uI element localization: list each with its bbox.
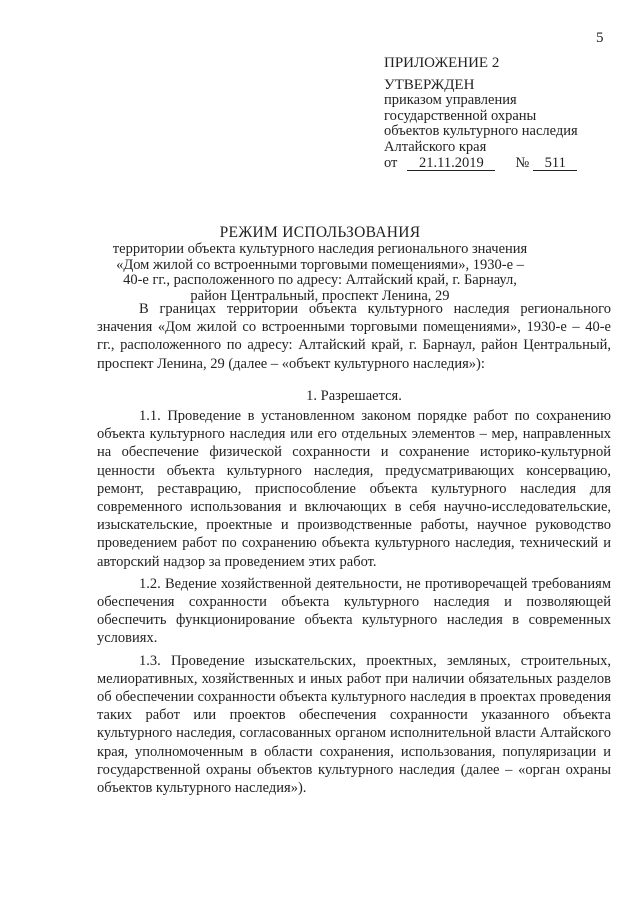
approval-line-1: приказом управления — [384, 92, 517, 108]
approval-block — [384, 56, 624, 172]
heading-line-2: «Дом жилой со встроенными торговыми помещениями», 1930-е – — [116, 256, 524, 273]
item-1-2: 1.2. Ведение хозяйственной деятельности, не противоречащей требованиям обеспечения сохранности объекта культурного наследия и позволяющей обеспечить функционирование объекта культурного наследия в современных условиях. — [97, 575, 611, 647]
appendix-title: ПРИЛОЖЕНИЕ 2 — [384, 55, 500, 71]
item-1-1: 1.1. Проведение в установленном законом порядке работ по сохранению объекта культурного наследия или его отдельных элементов – мер, направленных на обеспечение физической сохранности и сохранение историко-культурной ценности объекта культурного наследия, предусматривающих консервацию, ремонт, реставрацию, приспособление объекта культурного наследия для современного использования и включающих в себя научно-исследовательские, изыскательские, проектные и производственные работы, научное руководство проведением работ по сохранению объекта культурного наследия, технический и авторский надзор за проведением этих работ. — [97, 408, 611, 570]
order-date-number-line — [384, 156, 624, 172]
document-title: РЕЖИМ ИСПОЛЬЗОВАНИЯ — [219, 224, 421, 241]
approval-line-2: государственной охраны — [384, 107, 537, 124]
heading-line-1: территории объекта культурного наследия регионального значения — [112, 240, 528, 257]
order-date: 21.11.2019 — [407, 156, 495, 171]
approval-line-4: Алтайского края — [384, 138, 487, 155]
intro-paragraph: В границах территории объекта культурного наследия регионального значения «Дом жилой со встроенными торговыми помещениями», 1930-е – 40-е гг., расположенного по адресу: Алтайский край, г. Барнаул, район Центральный, проспект Ленина, 29 (далее – «объект культурного наследия»): — [97, 301, 611, 372]
document-body — [97, 300, 611, 797]
number-sign: № — [515, 155, 530, 171]
document-heading — [110, 225, 530, 305]
approval-line-3: объектов культурного наследия — [384, 123, 578, 139]
from-label: от — [384, 155, 398, 171]
heading-line-4: район Центральный, проспект Ленина, 29 — [190, 288, 450, 305]
approved-label: УТВЕРЖДЕН — [384, 76, 475, 93]
heading-line-3: 40-е гг., расположенного по адресу: Алтайский край, г. Барнаул, — [123, 272, 517, 289]
order-number: 511 — [533, 156, 577, 171]
page-number: 5 — [596, 30, 604, 46]
section-title: 1. Разрешается. — [306, 387, 402, 404]
item-1-3: 1.3. Проведение изыскательских, проектных, земляных, строительных, мелиоративных, хозяйственных и иных работ при наличии обязательных разделов об обеспечении сохранности объекта культурного наследия в проектах проведения таких работ или проектов обеспечения сохранности указанного объекта культурного наследия, согласованных органом исполнительной власти Алтайского края, уполномоченным в области сохранения, использования, популяризации и государственной охраны объектов культурного наследия (далее – «орган охраны объектов культурного наследия»). — [97, 652, 611, 797]
